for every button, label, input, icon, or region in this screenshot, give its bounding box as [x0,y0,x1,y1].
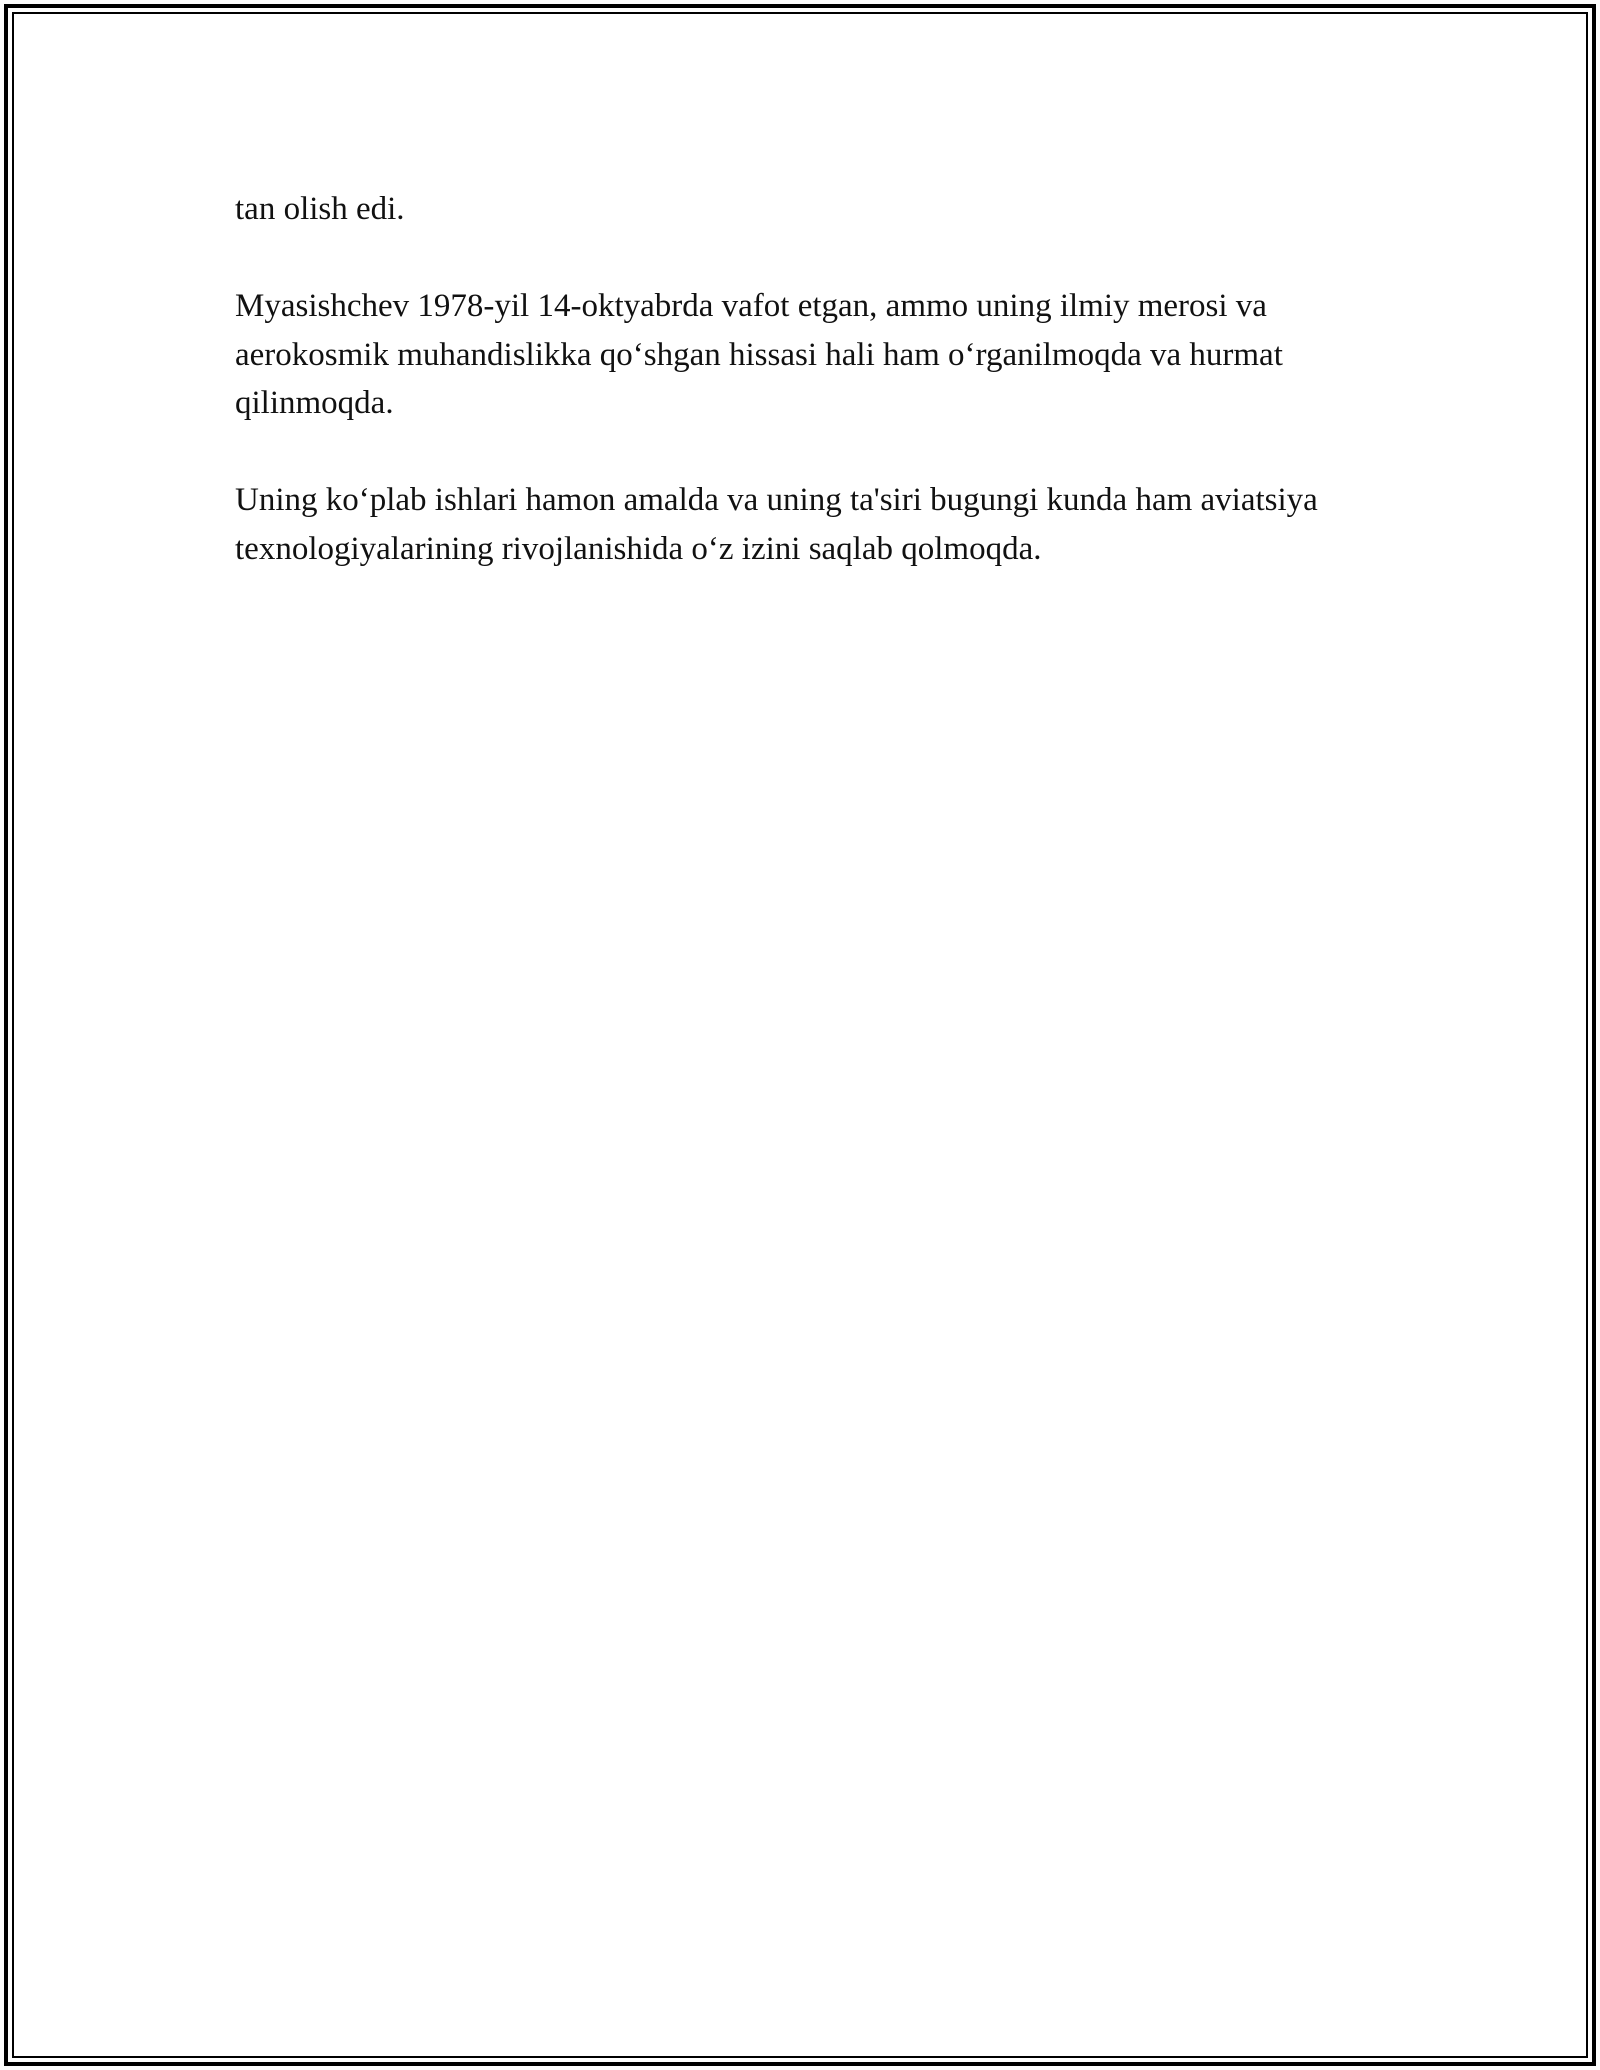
paragraph-legacy: Uning ko‘plab ishlari hamon amalda va uning ta'siri bugungi kunda ham aviatsiya texnologiyalarining rivojlanishida o‘z izini saqlab qolmoqda. [235,482,1318,567]
paragraph-myasishchev-death: Myasishchev 1978-yil 14-oktyabrda vafot etgan, ammo uning ilmiy merosi va aerokosmik muhandislikka qo‘shgan hissasi hali ham o‘rganilmoqda va hurmat qilinmoqda. [235,288,1283,421]
document-body [235,185,1355,622]
paragraph-continuation: tan olish edi. [235,191,405,227]
